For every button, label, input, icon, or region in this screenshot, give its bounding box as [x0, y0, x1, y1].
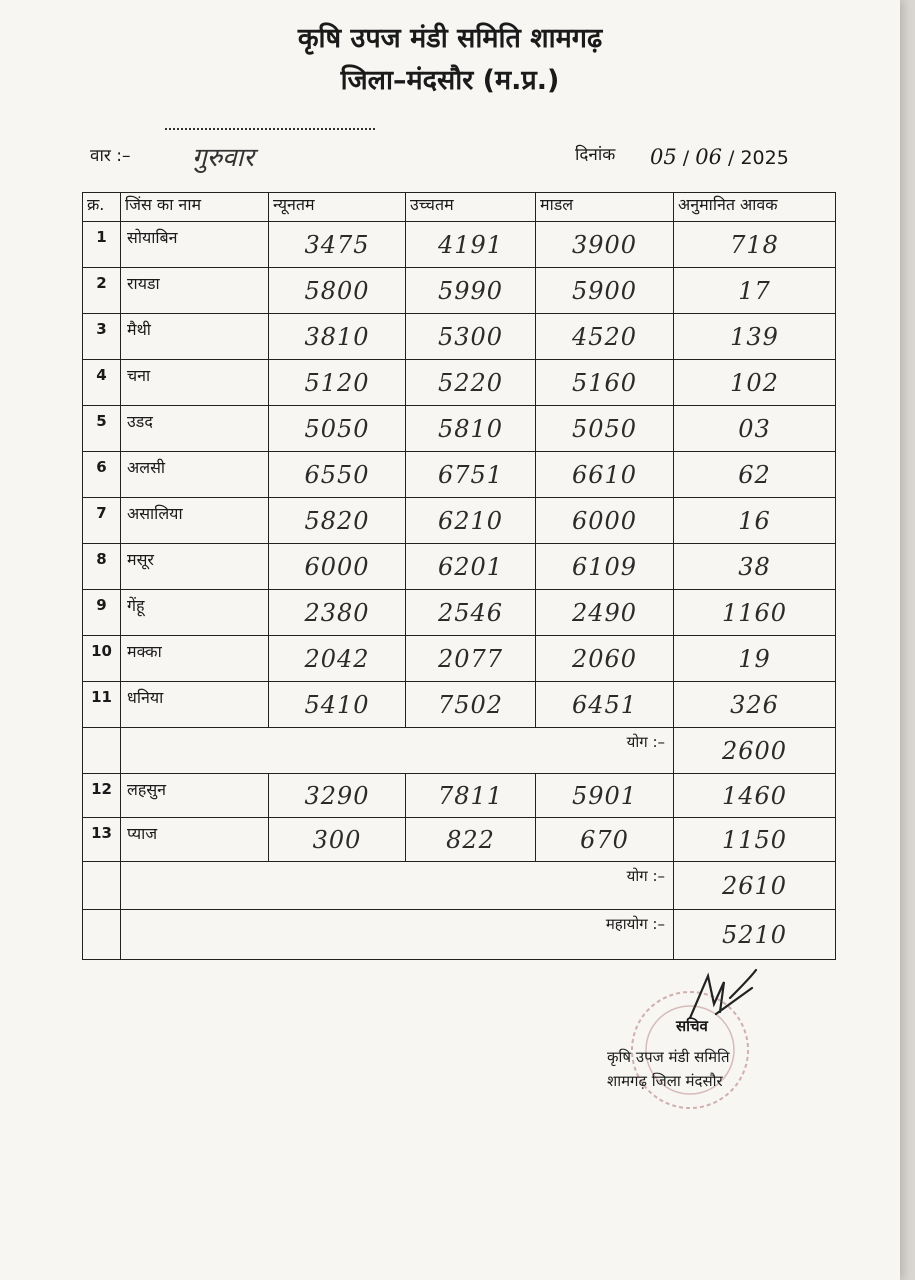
- table-row: [83, 682, 836, 728]
- row-max: 6201: [406, 544, 536, 590]
- row-min: 5800: [269, 268, 406, 314]
- table-row: [83, 590, 836, 636]
- row-commodity: धनिया: [121, 682, 269, 728]
- day-label: वार :–: [90, 146, 131, 166]
- row-arrival: 17: [674, 268, 836, 314]
- signatory-title: सचिव: [676, 1017, 708, 1035]
- row-min: 2042: [269, 636, 406, 682]
- row-model: 6000: [536, 498, 674, 544]
- row-model: 5050: [536, 406, 674, 452]
- row-arrival: 19: [674, 636, 836, 682]
- table-row: [83, 544, 836, 590]
- row-min: 5050: [269, 406, 406, 452]
- subtotal-1-label: योग :–: [121, 728, 674, 774]
- date-sep-1: /: [682, 147, 696, 169]
- table-header-row: [83, 193, 836, 222]
- row-model: 670: [536, 818, 674, 862]
- row-max: 2546: [406, 590, 536, 636]
- grand-total-value: 5210: [674, 910, 836, 960]
- row-arrival: 62: [674, 452, 836, 498]
- row-max: 4191: [406, 222, 536, 268]
- table-row: [83, 818, 836, 862]
- row-arrival: 03: [674, 406, 836, 452]
- col-model: माडल: [536, 193, 674, 222]
- row-min: 6550: [269, 452, 406, 498]
- row-serial: 2: [83, 268, 121, 314]
- row-serial: 1: [83, 222, 121, 268]
- row-commodity: चना: [121, 360, 269, 406]
- row-model: 3900: [536, 222, 674, 268]
- row-serial: 13: [83, 818, 121, 862]
- row-commodity: लहसुन: [121, 774, 269, 818]
- row-arrival: 1460: [674, 774, 836, 818]
- signatory-line-1: कृषि उपज मंडी समिति: [607, 1048, 730, 1066]
- row-serial: 7: [83, 498, 121, 544]
- row-arrival: 1150: [674, 818, 836, 862]
- row-max: 5220: [406, 360, 536, 406]
- subtotal-blank: [83, 728, 121, 774]
- row-serial: 8: [83, 544, 121, 590]
- subtotal-blank: [83, 862, 121, 910]
- row-arrival: 102: [674, 360, 836, 406]
- grand-total-row: [83, 910, 836, 960]
- col-arrival: अनुमानित आवक: [674, 193, 836, 222]
- subtotal-2-value: 2610: [674, 862, 836, 910]
- row-arrival: 1160: [674, 590, 836, 636]
- row-commodity: गेंहू: [121, 590, 269, 636]
- date-day: 05: [650, 145, 677, 169]
- subtotal-row-2: [83, 862, 836, 910]
- table-row: [83, 636, 836, 682]
- row-min: 5120: [269, 360, 406, 406]
- row-max: 2077: [406, 636, 536, 682]
- table-row: [83, 222, 836, 268]
- signatory-line-2: शामगढ़ जिला मंदसौर: [607, 1072, 723, 1090]
- row-arrival: 16: [674, 498, 836, 544]
- date-year: 2025: [740, 147, 789, 169]
- col-minimum: न्यूनतम: [269, 193, 406, 222]
- date-month: 06: [695, 145, 722, 169]
- row-min: 5820: [269, 498, 406, 544]
- row-serial: 10: [83, 636, 121, 682]
- grand-total-label: महायोग :–: [121, 910, 674, 960]
- subtotal-1-value: 2600: [674, 728, 836, 774]
- row-arrival: 38: [674, 544, 836, 590]
- row-commodity: असालिया: [121, 498, 269, 544]
- row-commodity: मक्का: [121, 636, 269, 682]
- col-commodity: जिंस का नाम: [121, 193, 269, 222]
- row-commodity: मैथी: [121, 314, 269, 360]
- table-row: [83, 498, 836, 544]
- date-value: [650, 145, 789, 169]
- row-commodity: उडद: [121, 406, 269, 452]
- row-model: 6610: [536, 452, 674, 498]
- row-serial: 11: [83, 682, 121, 728]
- table-row: [83, 774, 836, 818]
- row-model: 6109: [536, 544, 674, 590]
- row-serial: 3: [83, 314, 121, 360]
- row-min: 3810: [269, 314, 406, 360]
- date-sep-2: /: [728, 147, 741, 169]
- row-serial: 4: [83, 360, 121, 406]
- row-serial: 9: [83, 590, 121, 636]
- row-max: 6210: [406, 498, 536, 544]
- row-serial: 5: [83, 406, 121, 452]
- row-commodity: मसूर: [121, 544, 269, 590]
- row-model: 2490: [536, 590, 674, 636]
- row-model: 4520: [536, 314, 674, 360]
- grand-total-blank: [83, 910, 121, 960]
- date-label: दिनांक: [575, 145, 616, 165]
- row-min: 300: [269, 818, 406, 862]
- row-min: 3475: [269, 222, 406, 268]
- row-max: 822: [406, 818, 536, 862]
- row-max: 5300: [406, 314, 536, 360]
- row-commodity: अलसी: [121, 452, 269, 498]
- row-model: 5901: [536, 774, 674, 818]
- row-max: 5990: [406, 268, 536, 314]
- row-serial: 6: [83, 452, 121, 498]
- committee-title: कृषि उपज मंडी समिति शामगढ़: [297, 23, 603, 54]
- table-row: [83, 452, 836, 498]
- subtotal-2-label: योग :–: [121, 862, 674, 910]
- row-model: 6451: [536, 682, 674, 728]
- table-row: [83, 268, 836, 314]
- row-commodity: रायडा: [121, 268, 269, 314]
- price-table: [82, 192, 836, 960]
- row-min: 6000: [269, 544, 406, 590]
- day-dotted-line: [165, 128, 375, 130]
- row-max: 6751: [406, 452, 536, 498]
- row-serial: 12: [83, 774, 121, 818]
- row-model: 2060: [536, 636, 674, 682]
- row-model: 5160: [536, 360, 674, 406]
- row-max: 5810: [406, 406, 536, 452]
- row-max: 7502: [406, 682, 536, 728]
- row-arrival: 139: [674, 314, 836, 360]
- row-max: 7811: [406, 774, 536, 818]
- district-title: जिला–मंदसौर (म.प्र.): [340, 65, 560, 96]
- day-value: गुरुवार: [192, 143, 255, 173]
- col-serial: क्र.: [83, 193, 121, 222]
- subtotal-row-1: [83, 728, 836, 774]
- row-arrival: 718: [674, 222, 836, 268]
- row-min: 2380: [269, 590, 406, 636]
- table-row: [83, 360, 836, 406]
- col-maximum: उच्चतम: [406, 193, 536, 222]
- row-commodity: सोयाबिन: [121, 222, 269, 268]
- row-min: 3290: [269, 774, 406, 818]
- row-min: 5410: [269, 682, 406, 728]
- table-row: [83, 406, 836, 452]
- row-model: 5900: [536, 268, 674, 314]
- row-commodity: प्याज: [121, 818, 269, 862]
- row-arrival: 326: [674, 682, 836, 728]
- table-row: [83, 314, 836, 360]
